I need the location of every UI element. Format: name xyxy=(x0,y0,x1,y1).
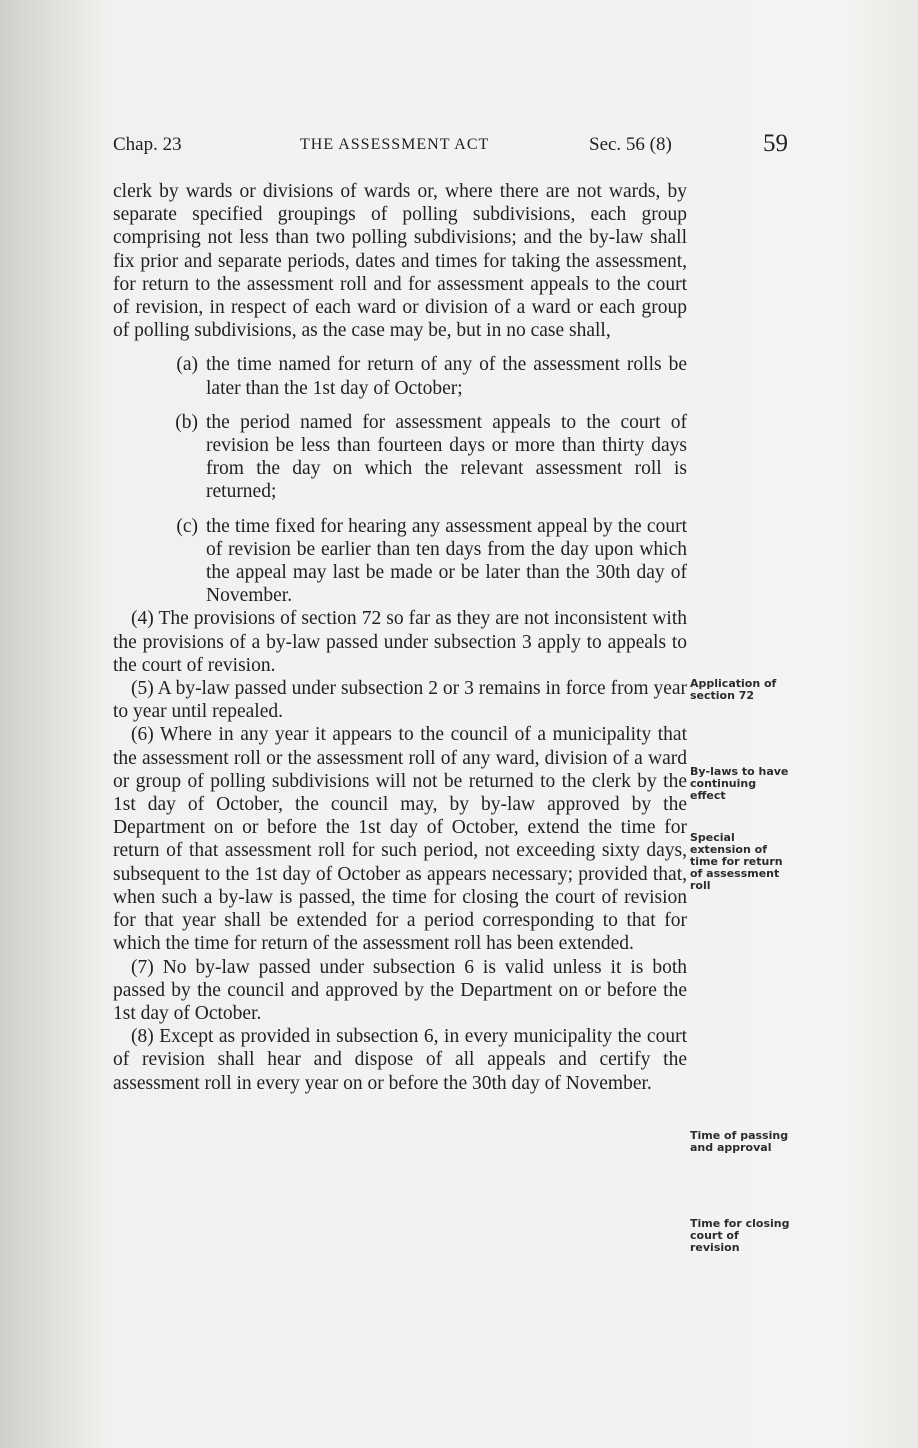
margin-note-section-72: Application of section 72 xyxy=(690,677,777,702)
subsection-4: (4) The provisions of section 72 so far as they are not inconsistent with the provisions of a by-law passed under subsection 3 apply to appeals to the court of revision. xyxy=(113,608,687,676)
subsection-7: (7) No by-law passed under subsection 6 is valid unless it is both passed by the council and approved by the Department on or before the 1st day of October. xyxy=(113,956,687,1024)
clause-b xyxy=(113,411,687,504)
intro-paragraph: clerk by wards or divisions of wards or, where there are not wards, by separate specified groupings of polling subdivisions, each group comprising not less than two polling subdivisions; and the by-law shall fix prior and separate periods, dates and times for taking the assessment, for return to the assessment roll and for assessment appeals to the court of revision, in respect of each ward or division of a ward or each group of polling subdivisions, as the case may be, but in no case shall, xyxy=(113,181,687,342)
chapter-label: Chap. 23 xyxy=(113,134,182,155)
statute-body xyxy=(113,180,687,1095)
margin-note-continuing-effect: By-laws to have continuing effect xyxy=(690,765,789,802)
section-label: Sec. 56 (8) xyxy=(589,134,672,155)
margin-note-passing-approval: Time of passing and approval xyxy=(690,1129,789,1154)
act-title: THE ASSESSMENT ACT xyxy=(300,136,490,153)
subsection-8: (8) Except as provided in subsection 6, in every municipality the court of revision shall hear and dispose of all appeals and certify the assessment roll in every year on or before the 30th day of November. xyxy=(113,1026,687,1094)
clause-label: (a) xyxy=(176,354,198,376)
margin-note-special-extension: Special extension of time for return of assessment roll xyxy=(690,831,783,892)
subsection-5: (5) A by-law passed under subsection 2 or 3 remains in force from year to year until repealed. xyxy=(113,678,687,723)
clause-c xyxy=(113,515,687,608)
page-number: 59 xyxy=(763,130,788,157)
clause-text: the time fixed for hearing any assessment appeal by the court of revision be earlier than ten days from the day upon which the appeal may last be made or be later than the 30th day of November. xyxy=(206,515,687,607)
margin-note-closing-court: Time for closing court of revision xyxy=(690,1217,790,1254)
clause-label: (b) xyxy=(175,411,198,433)
subsection-6: (6) Where in any year it appears to the council of a municipality that the assessment roll or the assessment roll of any ward, division of a ward or group of polling subdivisions will not be returned to the clerk by the 1st day of October, the council may, by by-law approved by the Department on or before the 1st day of October, extend the time for return of that assessment roll for such period, not exceeding sixty days, subsequent to the 1st day of October as appears necessary; provided that, when such a by-law is passed, the time for closing the court of revision for that year shall be extended for a period corresponding to that for which the time for return of the assessment roll has been extended. xyxy=(113,724,687,955)
running-header xyxy=(113,130,803,166)
clause-text: the time named for return of any of the assessment rolls be later than the 1st day of October; xyxy=(206,354,687,399)
clause-text: the period named for assessment appeals to the court of revision be less than fourteen days or more than thirty days from the day on which the relevant assessment roll is returned; xyxy=(206,411,687,503)
clause-a xyxy=(113,353,687,399)
clause-label: (c) xyxy=(176,515,198,537)
